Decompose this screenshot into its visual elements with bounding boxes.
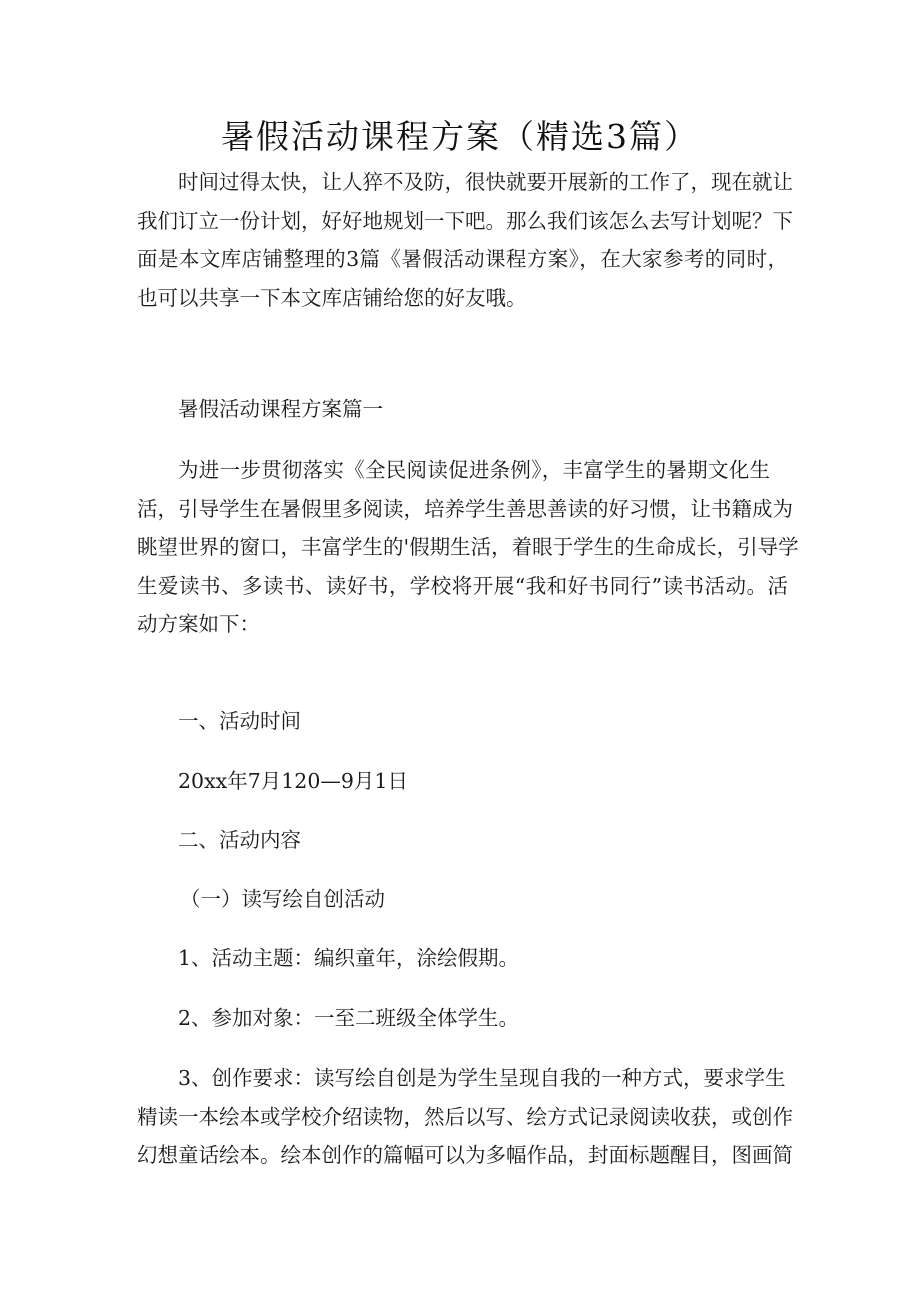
sub-heading-1: （一）读写绘自创活动: [180, 887, 385, 911]
intro-line-4: 也可以共享一下本文库店铺给您的好友哦。: [137, 285, 527, 310]
point-3-paragraph: [137, 1059, 793, 1175]
point-2: 2、参加对象：一至二班级全体学生。: [178, 1006, 520, 1030]
intro-line-2: 我们订立一份计划，好好地规划一下吧。那么我们该怎么去写计划呢？下: [137, 208, 793, 233]
purpose-line-2: 活，引导学生在暑假里多阅读，培养学生善思善读的好习惯，让书籍成为: [137, 496, 793, 521]
point-3-line-3: 幻想童话绘本。绘本创作的篇幅可以为多幅作品，封面标题醒目，图画简: [137, 1143, 793, 1167]
section-heading: 暑假活动课程方案篇一: [178, 397, 383, 421]
intro-line-3: 面是本文库店铺整理的3篇《暑假活动课程方案》，在大家参考的同时，: [137, 247, 788, 271]
item-time-value: 20xx年7月120—9月1日: [178, 769, 408, 793]
point-3-line-1: 3、创作要求：读写绘自创是为学生呈现自我的一种方式，要求学生: [178, 1066, 786, 1090]
purpose-line-4: 生爱读书、多读书、读好书，学校将开展“我和好书同行”读书活动。活: [137, 573, 788, 598]
purpose-line-5: 动方案如下：: [137, 612, 260, 636]
item-content-heading: 二、活动内容: [178, 828, 301, 852]
intro-paragraph: [137, 163, 793, 317]
intro-line-1: 时间过得太快，让人猝不及防，很快就要开展新的工作了，现在就让: [178, 170, 793, 194]
point-3-line-2: 精读一本绘本或学校介绍读物，然后以写、绘方式记录阅读收获，或创作: [137, 1104, 793, 1129]
purpose-line-3: 眺望世界的窗口，丰富学生的'假期生活，着眼于学生的生命成长，引导学: [137, 535, 799, 559]
purpose-paragraph: [137, 451, 799, 644]
purpose-line-1: 为进一步贯彻落实《全民阅读促进条例》，丰富学生的暑期文化生: [178, 458, 770, 482]
document-title: 暑假活动课程方案（精选3篇）: [221, 117, 699, 156]
item-time-heading: 一、活动时间: [178, 709, 301, 733]
point-1: 1、活动主题：编织童年，涂绘假期。: [178, 946, 520, 970]
